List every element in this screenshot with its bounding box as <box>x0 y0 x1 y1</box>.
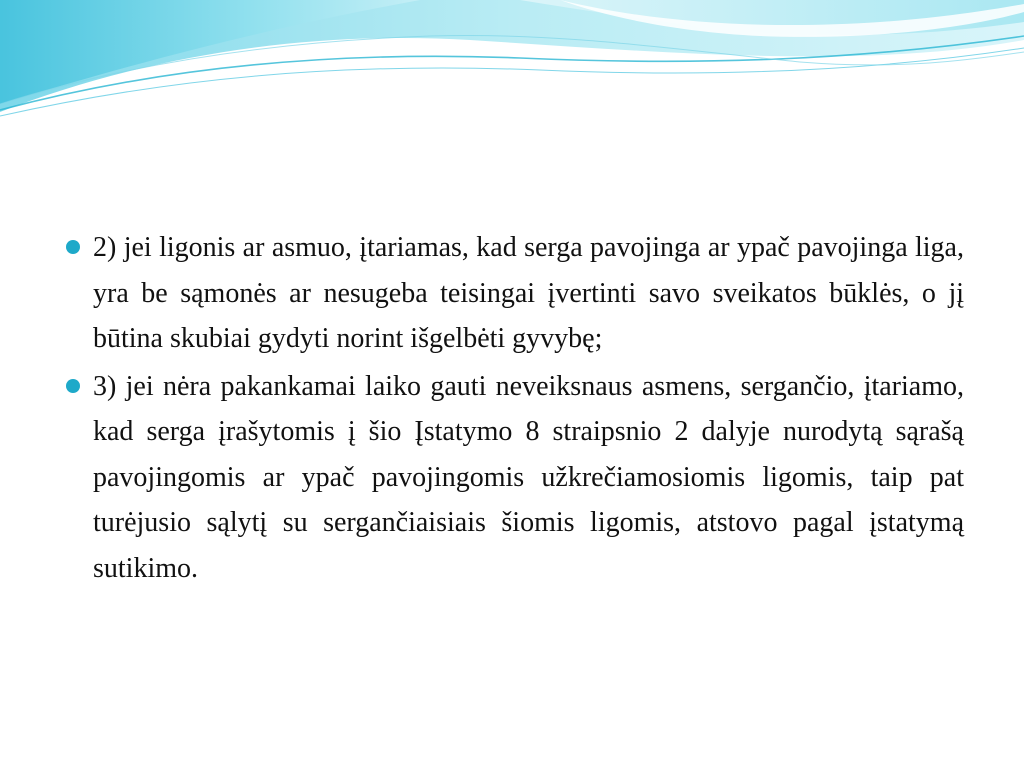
list-item <box>66 225 964 362</box>
bullet-dot-icon <box>66 240 80 254</box>
slide-body <box>66 225 964 593</box>
bullet-dot-icon <box>66 379 80 393</box>
list-item <box>66 364 964 592</box>
bullet-list <box>66 225 964 591</box>
bullet-text: 3) jei nėra pakankamai laiko gauti neveiksnaus asmens, sergančio, įtariamo, kad serga įrašytomis į šio Įstatymo 8 straipsnio 2 dalyje nurodytą sąrašą pavojingomis ar ypač pavojingomis užkrečiamosiomis ligomis, taip pat turėjusio sąlytį su sergančiaisiais šiomis ligomis, atstovo pagal įstatymą sutikimo. <box>93 370 964 584</box>
bullet-text: 2) jei ligonis ar asmuo, įtariamas, kad serga pavojinga ar ypač pavojinga liga, yra be sąmonės ar nesugeba teisingai įvertinti savo sveikatos būklės, o jį būtina skubiai gydyti norint išgelbėti gyvybę; <box>93 232 964 354</box>
wave-header-decoration <box>0 0 1024 130</box>
